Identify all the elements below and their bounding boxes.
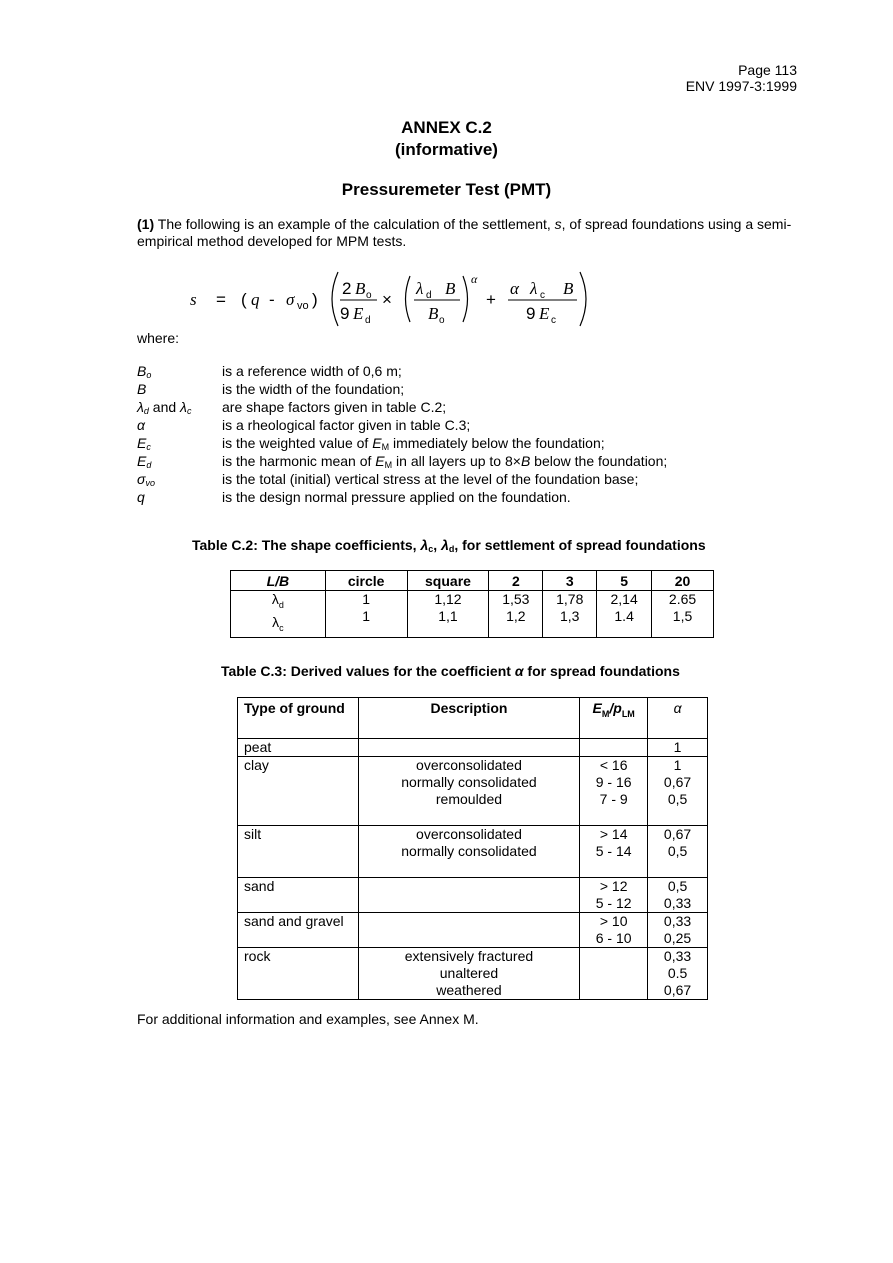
- definition-text: is a reference width of 0,6 m;: [222, 363, 402, 379]
- column-header: α: [648, 698, 708, 739]
- definition-text: is the harmonic mean of $E_M$ in all layers up to 8×B below the foundation;: [222, 453, 668, 470]
- intro-paragraph: [137, 216, 802, 250]
- column-header: 5: [597, 571, 652, 591]
- frac3-den-sub: c: [551, 315, 556, 326]
- formula-lhs: s: [190, 290, 197, 309]
- ground-cell: sand: [238, 878, 359, 913]
- table-cell: 1,53 1,2: [489, 591, 543, 638]
- formula-plus: +: [486, 290, 496, 309]
- ground-cell: rock: [238, 948, 359, 1000]
- ground-cell: peat: [238, 739, 359, 757]
- big-paren-right: [580, 272, 586, 326]
- frac1-num-sub: o: [366, 290, 372, 301]
- definition-item: [137, 434, 777, 452]
- definition-symbol: $B_o$: [137, 363, 152, 380]
- definition-symbol: $\sigma_{vo}$: [137, 471, 155, 488]
- intro-var: s: [554, 216, 562, 232]
- formula-minus: -: [269, 290, 275, 309]
- column-header: 2: [489, 571, 543, 591]
- formula-equals: =: [216, 290, 226, 309]
- column-header: Type of ground: [238, 698, 359, 739]
- alpha-cell: 0,33 0.5 0,67: [648, 948, 708, 1000]
- annex-subtitle: (informative): [395, 140, 498, 159]
- annex-title: ANNEX C.2: [401, 118, 492, 137]
- column-header: square: [407, 571, 489, 591]
- column-header: L/B: [231, 571, 326, 591]
- frac3-den-9: 9: [526, 304, 536, 323]
- clause-number: (1): [137, 216, 155, 232]
- description-cell: overconsolidated normally consolidated remoulded: [358, 757, 580, 826]
- definition-text: is the weighted value of $E_M$ immediately below the foundation;: [222, 435, 605, 452]
- frac2-num-lambda: λ: [416, 279, 424, 298]
- ratio-cell: < 16 9 - 16 7 - 9: [580, 757, 648, 826]
- formula-times: ×: [382, 290, 392, 309]
- definition-symbol: α: [137, 417, 145, 433]
- paren2-right: [463, 276, 468, 322]
- big-paren-left: [332, 272, 338, 326]
- standard-code: ENV 1997-3:1999: [685, 78, 797, 94]
- column-header: 3: [543, 571, 597, 591]
- page-reference: [686, 62, 797, 94]
- page-number: Page 113: [738, 62, 797, 78]
- definition-item: [137, 362, 777, 380]
- ground-cell: clay: [238, 757, 359, 826]
- table-header-row: [238, 698, 708, 739]
- table-cell: 1 1: [325, 591, 407, 638]
- frac2-num-lambda-sub: d: [426, 290, 432, 301]
- frac1-num-2: 2: [342, 279, 352, 298]
- table-c2: [230, 570, 714, 638]
- frac1-num-b: B: [355, 279, 366, 298]
- table-row: [238, 878, 708, 913]
- where-label: where:: [137, 330, 180, 346]
- definition-text: is the design normal pressure applied on the foundation.: [222, 489, 571, 505]
- intro-text-1: The following is an example of the calculation of the settlement,: [154, 216, 555, 232]
- table-row: [231, 591, 714, 638]
- definition-item: [137, 452, 777, 470]
- ratio-cell: > 10 6 - 10: [580, 913, 648, 948]
- column-header: Description: [358, 698, 580, 739]
- table-header-row: [231, 571, 714, 591]
- formula-q: q: [251, 290, 260, 309]
- frac1-den-sub: d: [365, 315, 371, 326]
- description-cell: overconsolidated normally consolidated: [358, 826, 580, 878]
- formula-paren-close: ): [312, 290, 318, 309]
- alpha-cell: 0,5 0,33: [648, 878, 708, 913]
- ratio-cell: > 12 5 - 12: [580, 878, 648, 913]
- definition-symbol: $\lambda_d$ and $\lambda_c$: [137, 399, 192, 416]
- frac3-num-b: B: [563, 279, 574, 298]
- table-c2-caption: Table C.2: The shape coefficients, $\lambda_c$, $\lambda_d$, for settlement of spread foundations: [192, 537, 706, 554]
- description-cell: [358, 739, 580, 757]
- column-header: 20: [652, 571, 714, 591]
- frac2-exponent: α: [471, 272, 478, 286]
- settlement-formula: [190, 268, 610, 330]
- definition-symbol: $E_c$: [137, 435, 151, 452]
- frac3-num-lambda-sub: c: [540, 290, 545, 301]
- frac3-num-alpha: α: [510, 279, 519, 298]
- table-cell: 2,14 1.4: [597, 591, 652, 638]
- definition-text: are shape factors given in table C.2;: [222, 399, 447, 415]
- column-header: $E_M/p_{LM}$: [580, 698, 648, 739]
- table-c3-caption: Table C.3: Derived values for the coefficient α for spread foundations: [221, 663, 680, 679]
- definition-symbol: $E_d$: [137, 453, 152, 470]
- paren2-left: [406, 276, 411, 322]
- description-cell: extensively fractured unaltered weathered: [358, 948, 580, 1000]
- table-cell: 1,78 1,3: [543, 591, 597, 638]
- ratio-cell: [580, 948, 648, 1000]
- formula-sigma: σ: [286, 290, 295, 309]
- frac3-den-e: E: [539, 304, 550, 323]
- column-header: circle: [325, 571, 407, 591]
- ground-cell: silt: [238, 826, 359, 878]
- alpha-cell: 1 0,67 0,5: [648, 757, 708, 826]
- ratio-cell: [580, 739, 648, 757]
- table-row: [238, 913, 708, 948]
- definitions-list: [137, 362, 777, 506]
- frac1-den-e: E: [353, 304, 364, 323]
- frac1-den-9: 9: [340, 304, 350, 323]
- definition-symbol: q: [137, 489, 145, 505]
- formula-sigma-sub: vo: [297, 300, 309, 312]
- alpha-cell: 1: [648, 739, 708, 757]
- table-row: [238, 757, 708, 826]
- definition-symbol: B: [137, 381, 147, 397]
- frac2-num-b: B: [445, 279, 456, 298]
- definition-item: [137, 416, 777, 434]
- table-cell: 2.65 1,5: [652, 591, 714, 638]
- alpha-cell: 0,33 0,25: [648, 913, 708, 948]
- table-cell: 1,12 1,1: [407, 591, 489, 638]
- definition-item: [137, 380, 777, 398]
- table-c3: [237, 697, 708, 1000]
- definition-item: [137, 488, 777, 506]
- definition-text: is the total (initial) vertical stress at the level of the foundation base;: [222, 471, 639, 487]
- definition-text: is the width of the foundation;: [222, 381, 405, 397]
- ground-cell: sand and gravel: [238, 913, 359, 948]
- formula-paren-open: (: [241, 290, 247, 309]
- section-title: Pressuremeter Test (PMT): [341, 180, 552, 199]
- definition-text: is a rheological factor given in table C.3;: [222, 417, 471, 433]
- definition-item: [137, 398, 777, 416]
- description-cell: [358, 878, 580, 913]
- description-cell: [358, 913, 580, 948]
- row-label: $\lambda_d$ $\lambda_c$: [231, 591, 326, 638]
- formula-graphic: [190, 268, 610, 330]
- table-row: [238, 826, 708, 878]
- frac3-num-lambda: λ: [530, 279, 538, 298]
- table-row: [238, 948, 708, 1000]
- frac2-den-sub: o: [439, 315, 445, 326]
- footer-note: For additional information and examples, see Annex M.: [137, 1011, 479, 1027]
- alpha-cell: 0,67 0,5: [648, 826, 708, 878]
- table-row: [238, 739, 708, 757]
- frac2-den: B: [428, 304, 439, 323]
- ratio-cell: > 14 5 - 14: [580, 826, 648, 878]
- definition-item: [137, 470, 777, 488]
- intro-text-2: , of spread foundations using a semi-empirical method developed for MPM tests.: [137, 216, 792, 249]
